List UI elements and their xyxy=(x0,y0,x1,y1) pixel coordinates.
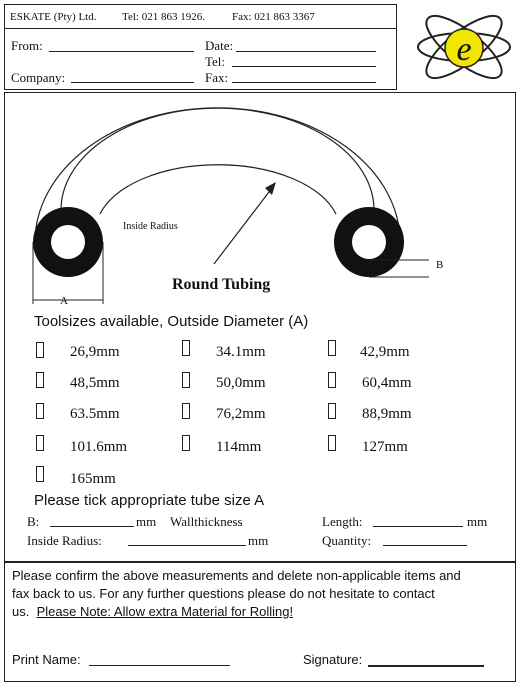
option-60-4: 60,4mm xyxy=(362,375,412,391)
checkbox-88-9[interactable] xyxy=(328,403,336,419)
tube-middle-arc xyxy=(61,108,374,210)
radius-arrow-line xyxy=(214,188,272,264)
length-unit: mm xyxy=(467,514,488,529)
checkbox-50-0[interactable] xyxy=(182,372,190,388)
option-42-9: 42,9mm xyxy=(360,344,410,360)
confirm-note-line3 xyxy=(12,604,293,619)
option-127: 127mm xyxy=(362,439,408,455)
confirm-note-line2: fax back to us. For any further questions please do not hesitate to contact xyxy=(12,586,435,601)
checkbox-34-1[interactable] xyxy=(182,340,190,356)
tube-inner-arc xyxy=(100,165,336,214)
option-34-1: 34.1mm xyxy=(216,344,266,360)
tick-instruction: Please tick appropriate tube size A xyxy=(34,492,265,509)
b-unit: mm xyxy=(136,514,157,529)
print-name-field[interactable] xyxy=(89,665,230,666)
header-divider xyxy=(4,28,397,29)
length-label: Length: xyxy=(322,514,363,529)
dim-a-label: A xyxy=(60,295,68,307)
right-tube-bore xyxy=(352,225,386,259)
checkbox-48-5[interactable] xyxy=(36,372,44,388)
option-48-5: 48,5mm xyxy=(70,375,120,391)
radius-arrowhead xyxy=(265,182,276,195)
checkbox-127[interactable] xyxy=(328,435,336,451)
option-165: 165mm xyxy=(70,471,116,487)
tel-label: Tel: xyxy=(205,54,226,69)
inside-radius-unit: mm xyxy=(248,533,269,548)
inside-radius-field-label: Inside Radius: xyxy=(27,533,102,548)
date-label: Date: xyxy=(205,38,234,53)
logo-letter: e xyxy=(456,31,472,68)
quantity-field[interactable] xyxy=(383,545,467,546)
checkbox-76-2[interactable] xyxy=(182,403,190,419)
option-26-9: 26,9mm xyxy=(70,344,120,360)
b-label: B: xyxy=(27,514,40,529)
tel-field[interactable] xyxy=(232,66,376,67)
eskate-logo xyxy=(414,2,514,92)
b-field[interactable] xyxy=(50,526,134,527)
print-name-label: Print Name: xyxy=(12,652,81,667)
note-prefix: us. xyxy=(12,604,37,619)
signature-label: Signature: xyxy=(303,652,363,667)
length-field[interactable] xyxy=(373,526,463,527)
company-field[interactable] xyxy=(71,82,194,83)
option-76-2: 76,2mm xyxy=(216,406,266,422)
confirm-note-line1: Please confirm the above measurements and delete non-applicable items and xyxy=(12,568,461,583)
fax-field[interactable] xyxy=(232,82,376,83)
checkbox-165[interactable] xyxy=(36,466,44,482)
inside-radius-field[interactable] xyxy=(128,545,246,546)
inside-radius-label: Inside Radius xyxy=(123,221,178,232)
option-114: 114mm xyxy=(216,439,262,455)
quantity-label: Quantity: xyxy=(322,533,372,548)
rolling-note: Please Note: Allow extra Material for Rolling! xyxy=(36,604,294,619)
checkbox-60-4[interactable] xyxy=(328,372,336,388)
company-tel: Tel: 021 863 1926. xyxy=(122,11,205,23)
checkbox-101-6[interactable] xyxy=(36,435,44,451)
diagram-title: Round Tubing xyxy=(172,276,271,293)
fax-label: Fax: xyxy=(205,70,229,85)
checkbox-114[interactable] xyxy=(182,435,190,451)
checkbox-26-9[interactable] xyxy=(36,342,44,358)
option-101-6: 101.6mm xyxy=(70,439,128,455)
signature-field[interactable] xyxy=(368,665,484,667)
wallthickness-label: Wallthickness xyxy=(170,514,243,529)
from-field[interactable] xyxy=(49,51,194,52)
company-label: Company: xyxy=(11,70,66,85)
dim-b-label: B xyxy=(436,259,444,271)
checkbox-63-5[interactable] xyxy=(36,403,44,419)
option-88-9: 88,9mm xyxy=(362,406,412,422)
toolsizes-heading: Toolsizes available, Outside Diameter (A) xyxy=(34,313,309,330)
left-tube-bore xyxy=(51,225,85,259)
option-63-5: 63.5mm xyxy=(70,406,120,422)
option-50-0: 50,0mm xyxy=(216,375,266,391)
company-fax: Fax: 021 863 3367 xyxy=(232,11,315,23)
from-label: From: xyxy=(11,38,43,53)
date-field[interactable] xyxy=(236,51,376,52)
company-name: ESKATE (Pty) Ltd. xyxy=(10,11,97,23)
checkbox-42-9[interactable] xyxy=(328,340,336,356)
